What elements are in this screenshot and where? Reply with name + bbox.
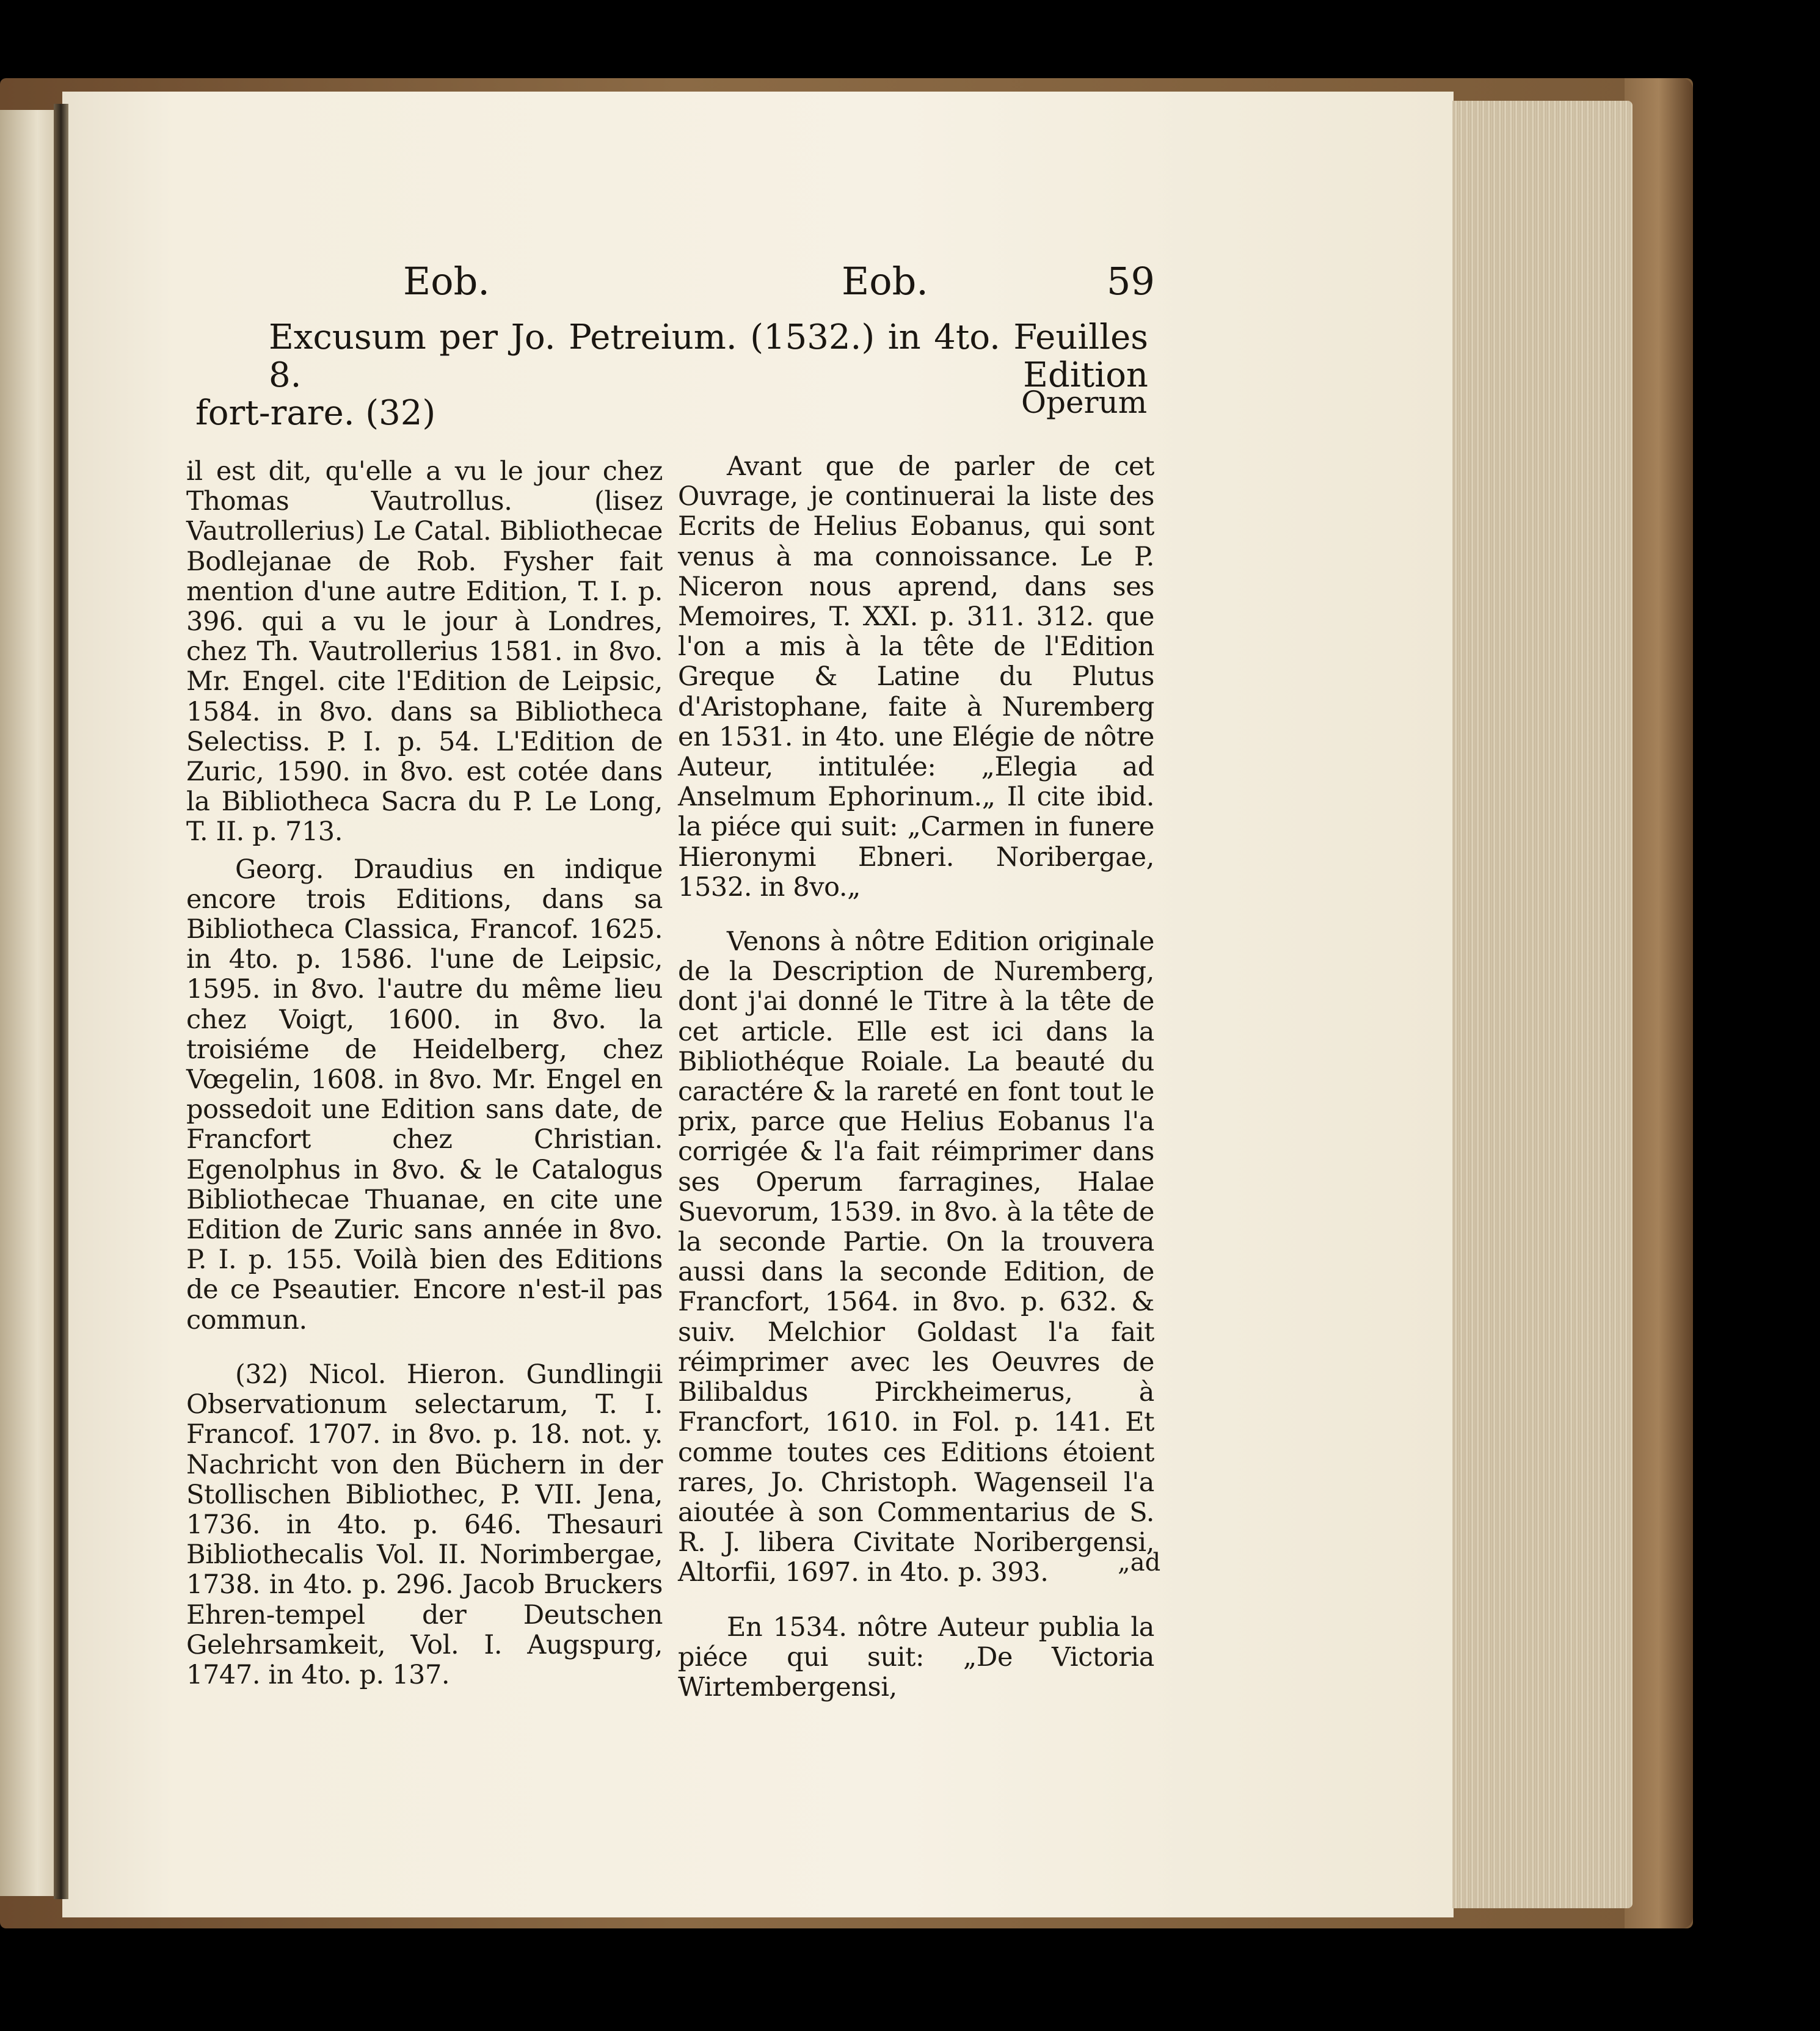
intro-block	[195, 319, 1148, 432]
right-paragraph-2: Venons à nôtre Edition originale de la Description de Nuremberg, dont j'ai donné le Titre à la tête de cet article. Elle est ici dans la Bibliothéque Roiale. La beauté du caractére & la rareté en font tout le prix, parce que Helius Eobanus l'a corrigée & l'a fait réimprimer dans ses Operum farragines, Halae Suevorum, 1539. in 8vo. à la tête de la seconde Partie. On la trouvera aussi dans la seconde Edition, de Francfort, 1564. in 8vo. p. 632. & suiv. Melchior Goldast l'a fait réimprimer avec les Oeuvres de Bilibaldus Pirckheimerus, à Francfort, 1610. in Fol. p. 141. Et comme toutes ces Editions étoient rares, Jo. Christoph. Wagenseil l'a aioutée à son Commentarius de S. R. J. libera Civitate Noribergensi, Altorfii, 1697. in 4to. p. 393.	[678, 926, 1154, 1588]
running-head-left: Eob.	[403, 259, 490, 303]
catchword-bottom: „ad	[1118, 1549, 1161, 1577]
left-paragraph-2: Georg. Draudius en indique encore trois Editions, dans sa Bibliotheca Classica, Francof. 1625. in 4to. p. 1586. l'une de Leipsic, 1595. in 8vo. l'autre du même lieu chez Voigt, 1600. in 8vo. la troisiéme de Heidelberg, chez Vœgelin, 1608. in 8vo. Mr. Engel en possedoit une Edition sans date, de Francfort chez Christian. Egenolphus in 8vo. & le Catalogus Bibliothecae Thuanae, en cite une Edition de Zuric sans année in 8vo. P. I. p. 155. Voilà bien des Editions de ce Pseautier. Encore n'est-il pas commun.	[186, 854, 663, 1335]
left-paragraph-1: il est dit, qu'elle a vu le jour chez Thomas Vautrollus. (lisez Vautrollerius) Le Catal. Bibliothecae Bodlejanae de Rob. Fysher fait mention d'une autre Edition, T. I. p. 396. qui a vu le jour à Londres, chez Th. Vautrollerius 1581. in 8vo. Mr. Engel. cite l'Edition de Leipsic, 1584. in 8vo. dans sa Bibliotheca Selectiss. P. I. p. 54. L'Edition de Zuric, 1590. in 8vo. est cotée dans la Bibliotheca Sacra du P. Le Long, T. II. p. 713.	[186, 456, 663, 848]
left-page-sliver	[0, 110, 62, 1896]
book-cover-edge	[1625, 78, 1693, 1928]
footnote-32: (32) Nicol. Hieron. Gundlingii Observationum selectarum, T. I. Francof. 1707. in 8vo. p. 18. not. y. Nachricht von den Büchern in der Stollischen Bibliothec, P. VII. Jena, 1736. in 4to. p. 646. Thesauri Bibliothecalis Vol. II. Norimbergae, 1738. in 4to. p. 296. Jacob Bruckers Ehren-tempel der Deutschen Gelehrsamkeit, Vol. I. Augspurg, 1747. in 4to. p. 137.	[186, 1359, 663, 1690]
page-number: 59	[1107, 259, 1155, 303]
book-gutter	[54, 104, 68, 1899]
right-paragraph-1: Avant que de parler de cet Ouvrage, je continuerai la liste des Ecrits de Helius Eobanus, qui sont venus à ma connoissance. Le P. Niceron nous aprend, dans ses Memoires, T. XXI. p. 311. 312. que l'on a mis à la tête de l'Edition Greque & Latine du Plutus d'Aristophane, faite à Nuremberg en 1531. in 4to. une Elégie de nôtre Auteur, intitulée: „Elegia ad Anselmum Ephorinum.„ Il cite ibid. la piéce qui suit: „Carmen in funere Hieronymi Ebneri. Noribergae, 1532. in 8vo.„	[678, 451, 1154, 903]
intro-line-2: fort-rare. (32)	[195, 393, 436, 433]
right-column	[678, 452, 1154, 1710]
left-column	[186, 457, 663, 1698]
page-stack-fore-edge	[1452, 101, 1633, 1908]
intro-line-1: Excusum per Jo. Petreium. (1532.) in 4to. Feuilles 8. Edition	[269, 318, 1148, 395]
catchword-top: Operum	[1021, 385, 1148, 420]
right-paragraph-3: En 1534. nôtre Auteur publia la piéce qui suit: „De Victoria Wirtembergensi,	[678, 1611, 1154, 1702]
running-head-center: Eob.	[842, 259, 928, 303]
